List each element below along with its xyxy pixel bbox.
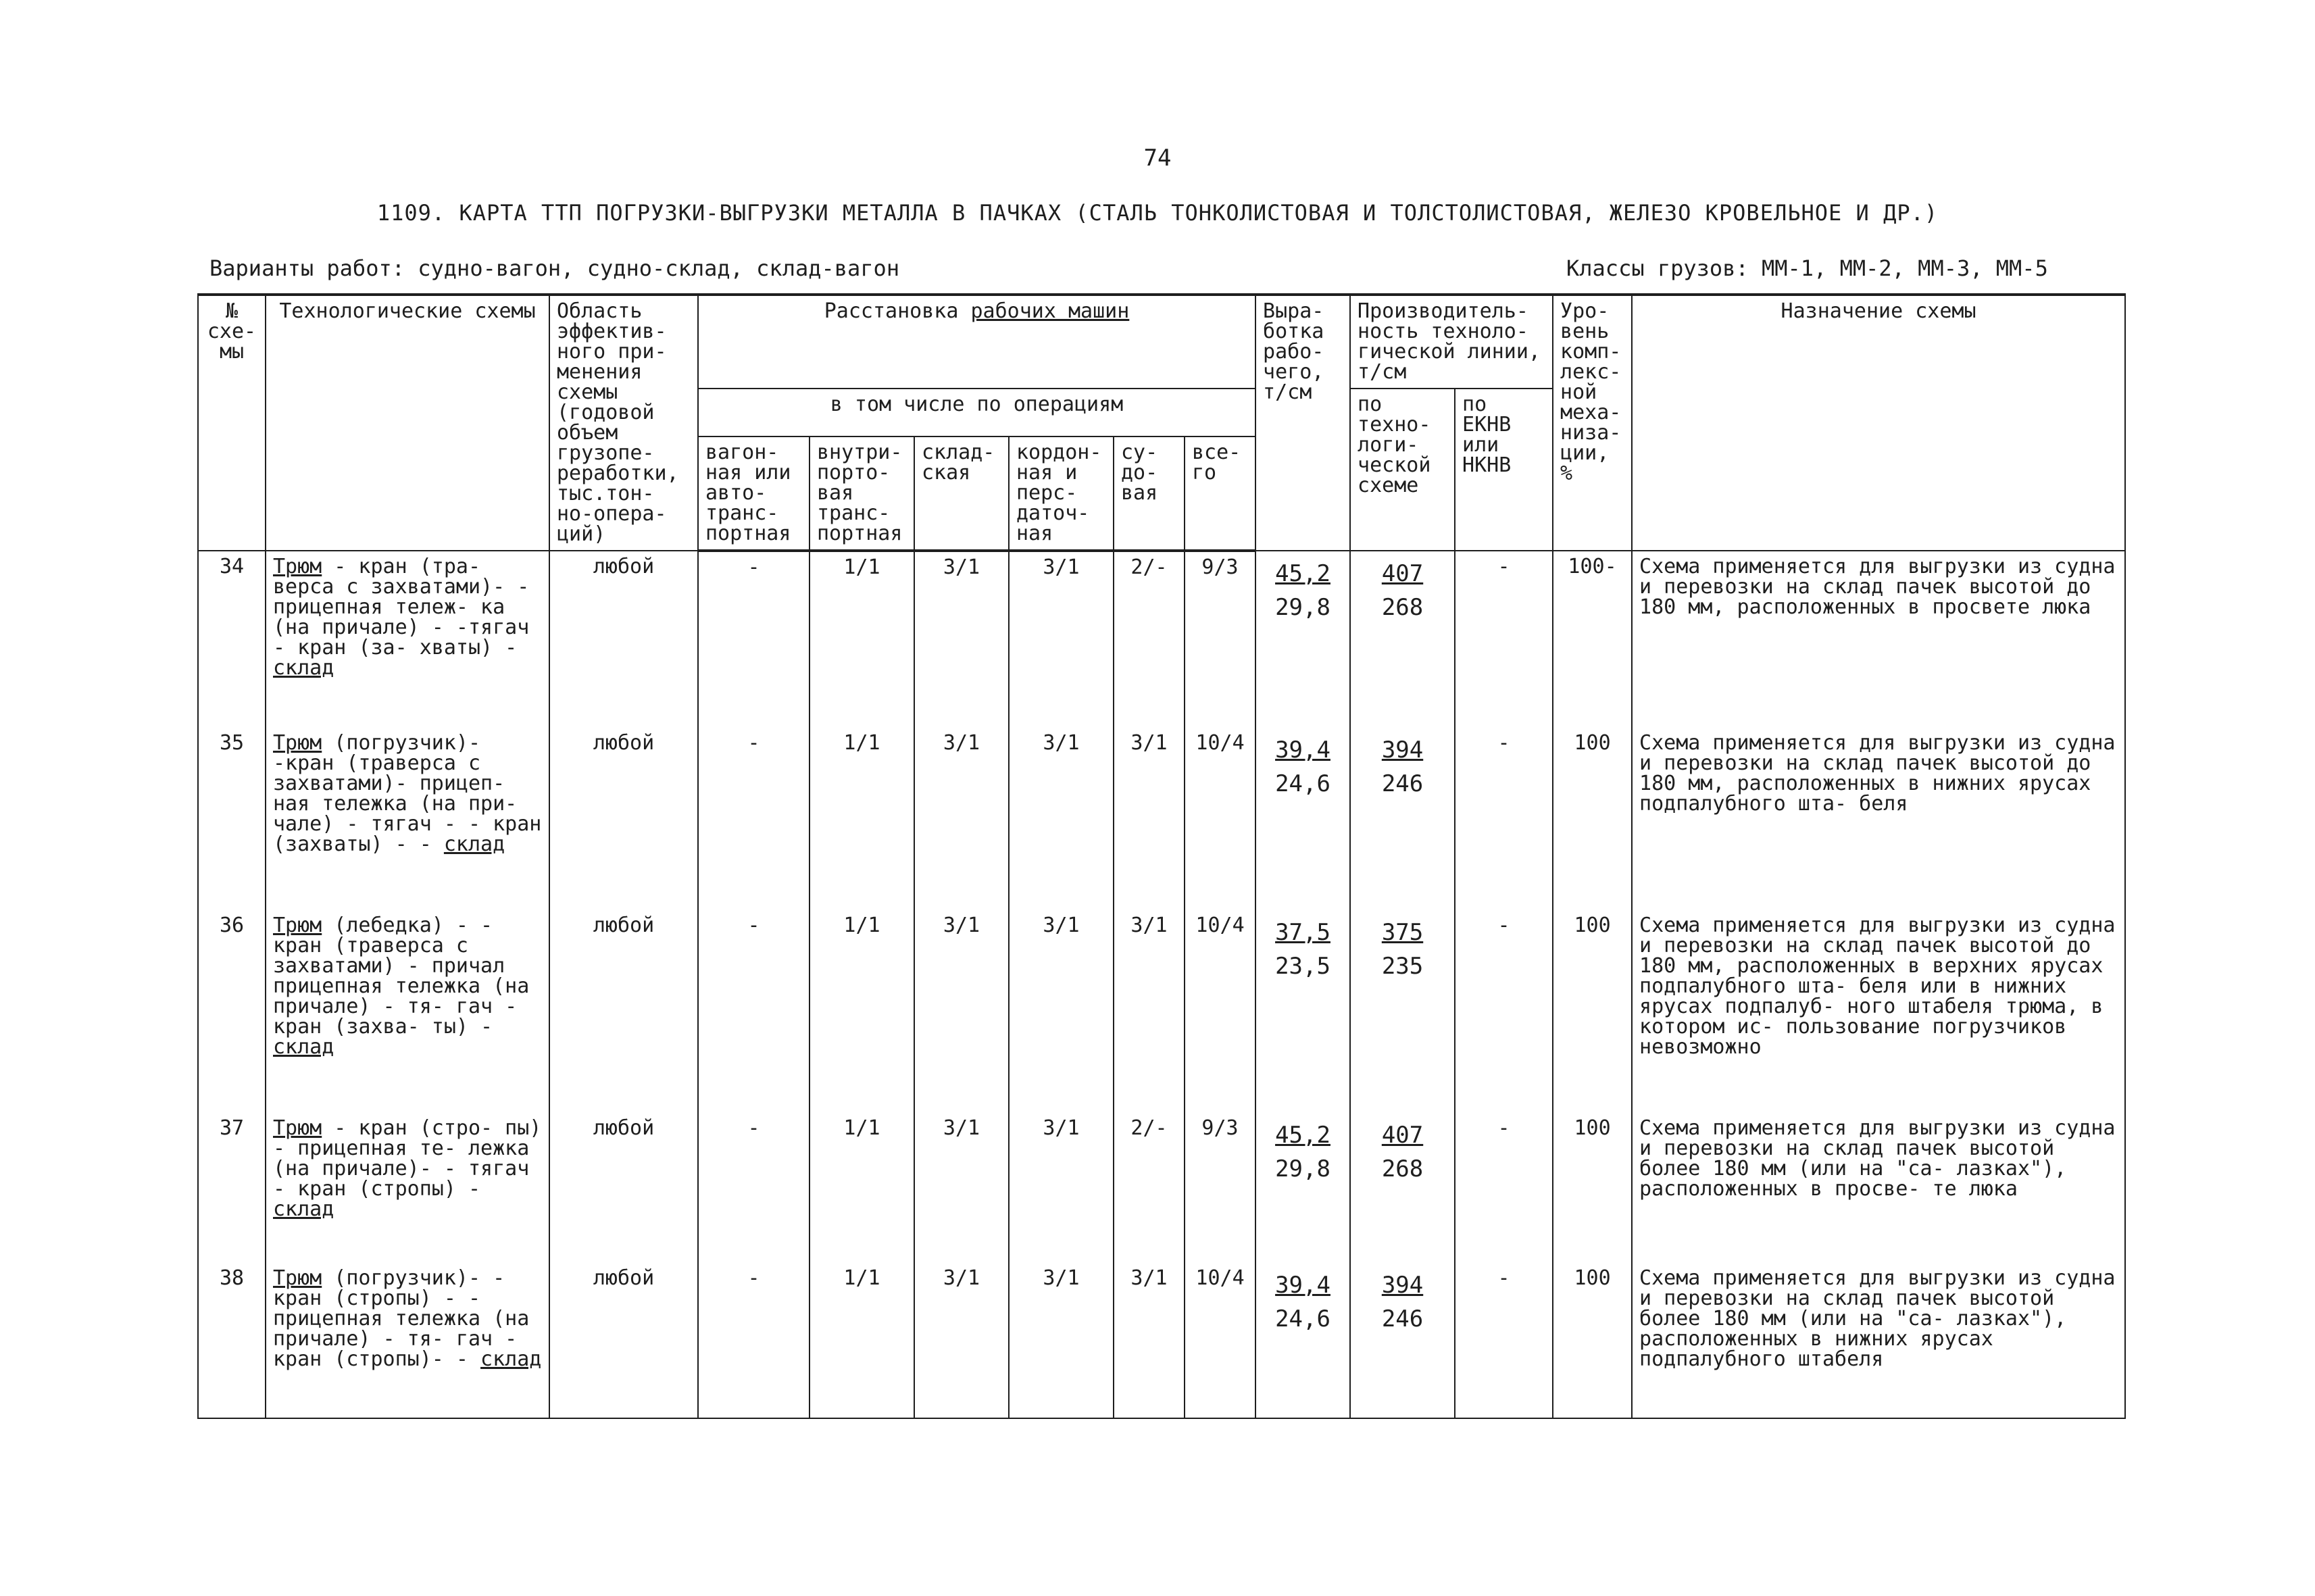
- scheme-chain: (лебедка) - - кран (траверса с захватами) - причал прицепная тележка (на причале) - тя- гач - кран (захва- ты) -: [273, 914, 530, 1039]
- header-tech-schemes: Технологические схемы: [266, 295, 549, 551]
- cell-ship: 3/1: [1114, 728, 1185, 910]
- cell-prod-scheme: [1350, 910, 1455, 1113]
- header-purpose: Назначение схемы: [1632, 295, 2125, 551]
- header-ship: су- до- вая: [1114, 437, 1185, 551]
- header-mech-level: Уро- вень комп- лекс- ной меха- низа- ции, %: [1553, 295, 1632, 551]
- cell-mech-level: 100: [1553, 1113, 1632, 1263]
- work-variants: Варианты работ: судно-вагон, судно-склад, склад-вагон: [209, 255, 900, 281]
- header-productivity: Производитель- ность техноло- гической линии, т/см: [1350, 295, 1553, 389]
- header-warehouse: склад- ская: [914, 437, 1009, 551]
- output-top: 37,5: [1275, 919, 1330, 946]
- cell-scheme-no: 37: [198, 1113, 266, 1263]
- cell-output: [1255, 551, 1350, 728]
- scheme-chain: - кран (стро- пы) - прицепная те- лежка (на причале)- - тягач - кран (стропы) -: [273, 1116, 542, 1201]
- scheme-chain: (погрузчик)- -кран (траверса с захватами)- прицеп- ная тележка (на при- чале) - тягач - - кран (захваты) - -: [273, 731, 542, 856]
- prod-top: 375: [1381, 919, 1424, 946]
- prod-top: 407: [1381, 560, 1424, 587]
- table-body: [198, 551, 2125, 1418]
- cell-kordon: 3/1: [1009, 1263, 1114, 1418]
- cell-output: [1255, 1263, 1350, 1418]
- cell-output: [1255, 1113, 1350, 1263]
- cell-tech-scheme: [266, 551, 549, 728]
- output-top: 39,4: [1275, 737, 1330, 764]
- cell-area: любой: [549, 1263, 698, 1418]
- cell-total: 10/4: [1185, 728, 1255, 910]
- cell-wagon: -: [698, 1263, 810, 1418]
- cell-purpose: Схема применяется для выгрузки из судна и перевозки на склад пачек высотой более 180 мм (или на "са- лазках"), расположенных в просве- те люка: [1632, 1113, 2125, 1263]
- cell-wagon: -: [698, 728, 810, 910]
- header-prod-scheme: по техно- логи- ческой схеме: [1350, 389, 1455, 551]
- scheme-start-hold: Трюм: [273, 914, 322, 937]
- page-number: 74: [1143, 145, 1172, 172]
- header-scheme-no: № схе- мы: [198, 295, 266, 551]
- prod-bottom: 268: [1381, 594, 1424, 621]
- cell-ship: 2/-: [1114, 551, 1185, 728]
- cell-area: любой: [549, 728, 698, 910]
- cell-tech-scheme: [266, 728, 549, 910]
- cell-mech-level: 100: [1553, 1263, 1632, 1418]
- cell-intraport: 1/1: [810, 728, 914, 910]
- cell-total: 10/4: [1185, 1263, 1255, 1418]
- header-total: все- го: [1185, 437, 1255, 551]
- cell-ship: 2/-: [1114, 1113, 1185, 1263]
- cell-area: любой: [549, 551, 698, 728]
- cell-wagon: -: [698, 910, 810, 1113]
- cell-prod-norm: -: [1455, 1263, 1553, 1418]
- cell-scheme-no: 38: [198, 1263, 266, 1418]
- header-placement-label: Расстановка: [824, 299, 959, 323]
- scheme-start-hold: Трюм: [273, 555, 322, 578]
- cell-purpose: Схема применяется для выгрузки из судна и перевозки на склад пачек высотой до 180 мм, расположенных в верхних ярусах подпалубного шта- беля или в нижних ярусах подпалуб- ного штабеля трюма, в котором ис- пользование погрузчиков невозможно: [1632, 910, 2125, 1113]
- scheme-end-warehouse: склад: [273, 656, 334, 680]
- header-by-operations: в том числе по операциям: [698, 389, 1255, 437]
- table-row: [198, 1113, 2125, 1263]
- scheme-end-warehouse: склад: [480, 1347, 542, 1371]
- output-bottom: 29,8: [1275, 594, 1330, 621]
- header-intraport: внутри- порто- вая транс- портная: [810, 437, 914, 551]
- cell-prod-norm: -: [1455, 910, 1553, 1113]
- header-placement: [698, 295, 1255, 389]
- scheme-start-hold: Трюм: [273, 1116, 322, 1140]
- cell-purpose: Схема применяется для выгрузки из судна и перевозки на склад пачек высотой до 180 мм, расположенных в нижних ярусах подпалубного шта- беля: [1632, 728, 2125, 910]
- cell-tech-scheme: [266, 910, 549, 1113]
- cell-warehouse: 3/1: [914, 1263, 1009, 1418]
- document-title: 1109. КАРТА ТТП ПОГРУЗКИ-ВЫГРУЗКИ МЕТАЛЛА В ПАЧКАХ (СТАЛЬ ТОНКОЛИСТОВАЯ И ТОЛСТОЛИСТОВАЯ, ЖЕЛЕЗО КРОВЕЛЬНОЕ И ДР.): [376, 200, 1939, 226]
- cell-prod-scheme: [1350, 728, 1455, 910]
- ttp-table: [197, 293, 2126, 1419]
- cell-purpose: Схема применяется для выгрузки из судна и перевозки на склад пачек высотой более 180 мм (или на "са- лазках"), расположенных в нижних ярусах подпалубного штабеля: [1632, 1263, 2125, 1418]
- cell-prod-scheme: [1350, 551, 1455, 728]
- scheme-end-warehouse: склад: [273, 1197, 334, 1221]
- cell-output: [1255, 910, 1350, 1113]
- cell-output: [1255, 728, 1350, 910]
- scheme-start-hold: Трюм: [273, 731, 322, 755]
- output-bottom: 23,5: [1275, 953, 1330, 980]
- cell-prod-norm: -: [1455, 728, 1553, 910]
- cell-area: любой: [549, 910, 698, 1113]
- cell-prod-scheme: [1350, 1113, 1455, 1263]
- prod-top: 407: [1381, 1122, 1424, 1149]
- prod-bottom: 246: [1381, 770, 1424, 797]
- cell-tech-scheme: [266, 1263, 549, 1418]
- cell-mech-level: 100: [1553, 910, 1632, 1113]
- header-wagon: вагон- ная или авто- транс- портная: [698, 437, 810, 551]
- cell-scheme-no: 34: [198, 551, 266, 728]
- cell-prod-norm: -: [1455, 551, 1553, 728]
- prod-bottom: 246: [1381, 1305, 1424, 1332]
- cell-scheme-no: 35: [198, 728, 266, 910]
- header-placement-machines: рабочих машин: [970, 299, 1130, 323]
- output-bottom: 24,6: [1275, 1305, 1330, 1332]
- cell-warehouse: 3/1: [914, 728, 1009, 910]
- cell-intraport: 1/1: [810, 1113, 914, 1263]
- prod-bottom: 268: [1381, 1155, 1424, 1182]
- cell-intraport: 1/1: [810, 1263, 914, 1418]
- prod-bottom: 235: [1381, 953, 1424, 980]
- output-bottom: 24,6: [1275, 770, 1330, 797]
- cell-kordon: 3/1: [1009, 910, 1114, 1113]
- cell-wagon: -: [698, 551, 810, 728]
- header-output: Выра- ботка рабо- чего, т/см: [1255, 295, 1350, 551]
- scheme-chain: (погрузчик)- - кран (стропы) - - прицепная тележка (на причале) - тя- гач - кран (стропы)- -: [273, 1266, 530, 1371]
- output-top: 45,2: [1275, 1122, 1330, 1149]
- cell-total: 9/3: [1185, 1113, 1255, 1263]
- scheme-start-hold: Трюм: [273, 1266, 322, 1290]
- cell-intraport: 1/1: [810, 910, 914, 1113]
- cell-kordon: 3/1: [1009, 551, 1114, 728]
- cell-kordon: 3/1: [1009, 1113, 1114, 1263]
- cell-total: 9/3: [1185, 551, 1255, 728]
- cell-wagon: -: [698, 1113, 810, 1263]
- cell-warehouse: 3/1: [914, 1113, 1009, 1263]
- output-bottom: 29,8: [1275, 1155, 1330, 1182]
- cell-ship: 3/1: [1114, 1263, 1185, 1418]
- table-row: [198, 1263, 2125, 1418]
- prod-top: 394: [1381, 737, 1424, 764]
- table-row: [198, 551, 2125, 728]
- cell-total: 10/4: [1185, 910, 1255, 1113]
- cell-area: любой: [549, 1113, 698, 1263]
- header-prod-norm: по ЕКНВ или НКНВ: [1455, 389, 1553, 551]
- cargo-classes: Классы грузов: ММ-1, ММ-2, ММ-3, ММ-5: [1566, 255, 2048, 281]
- cell-scheme-no: 36: [198, 910, 266, 1113]
- cell-purpose: Схема применяется для выгрузки из судна и перевозки на склад пачек высотой до 180 мм, расположенных в просвете люка: [1632, 551, 2125, 728]
- cell-kordon: 3/1: [1009, 728, 1114, 910]
- header-kordon: кордон- ная и перс- даточ- ная: [1009, 437, 1114, 551]
- output-top: 39,4: [1275, 1272, 1330, 1299]
- cell-intraport: 1/1: [810, 551, 914, 728]
- header-area: Область эффектив- ного при- менения схемы (годовой объем грузопе- реработки, тыс.тон- но-опера- ций): [549, 295, 698, 551]
- cell-mech-level: 100-: [1553, 551, 1632, 728]
- cell-ship: 3/1: [1114, 910, 1185, 1113]
- cell-warehouse: 3/1: [914, 551, 1009, 728]
- scheme-chain: - кран (тра- верса с захватами)- - прицепная тележ- ка (на причале) - -тягач - кран (за- хваты) -: [273, 555, 530, 659]
- output-top: 45,2: [1275, 560, 1330, 587]
- prod-top: 394: [1381, 1272, 1424, 1299]
- cell-tech-scheme: [266, 1113, 549, 1263]
- table-row: [198, 910, 2125, 1113]
- cell-warehouse: 3/1: [914, 910, 1009, 1113]
- table-row: [198, 728, 2125, 910]
- cell-mech-level: 100: [1553, 728, 1632, 910]
- cell-prod-norm: -: [1455, 1113, 1553, 1263]
- cell-prod-scheme: [1350, 1263, 1455, 1418]
- scheme-end-warehouse: склад: [273, 1035, 334, 1059]
- scheme-end-warehouse: склад: [443, 832, 505, 856]
